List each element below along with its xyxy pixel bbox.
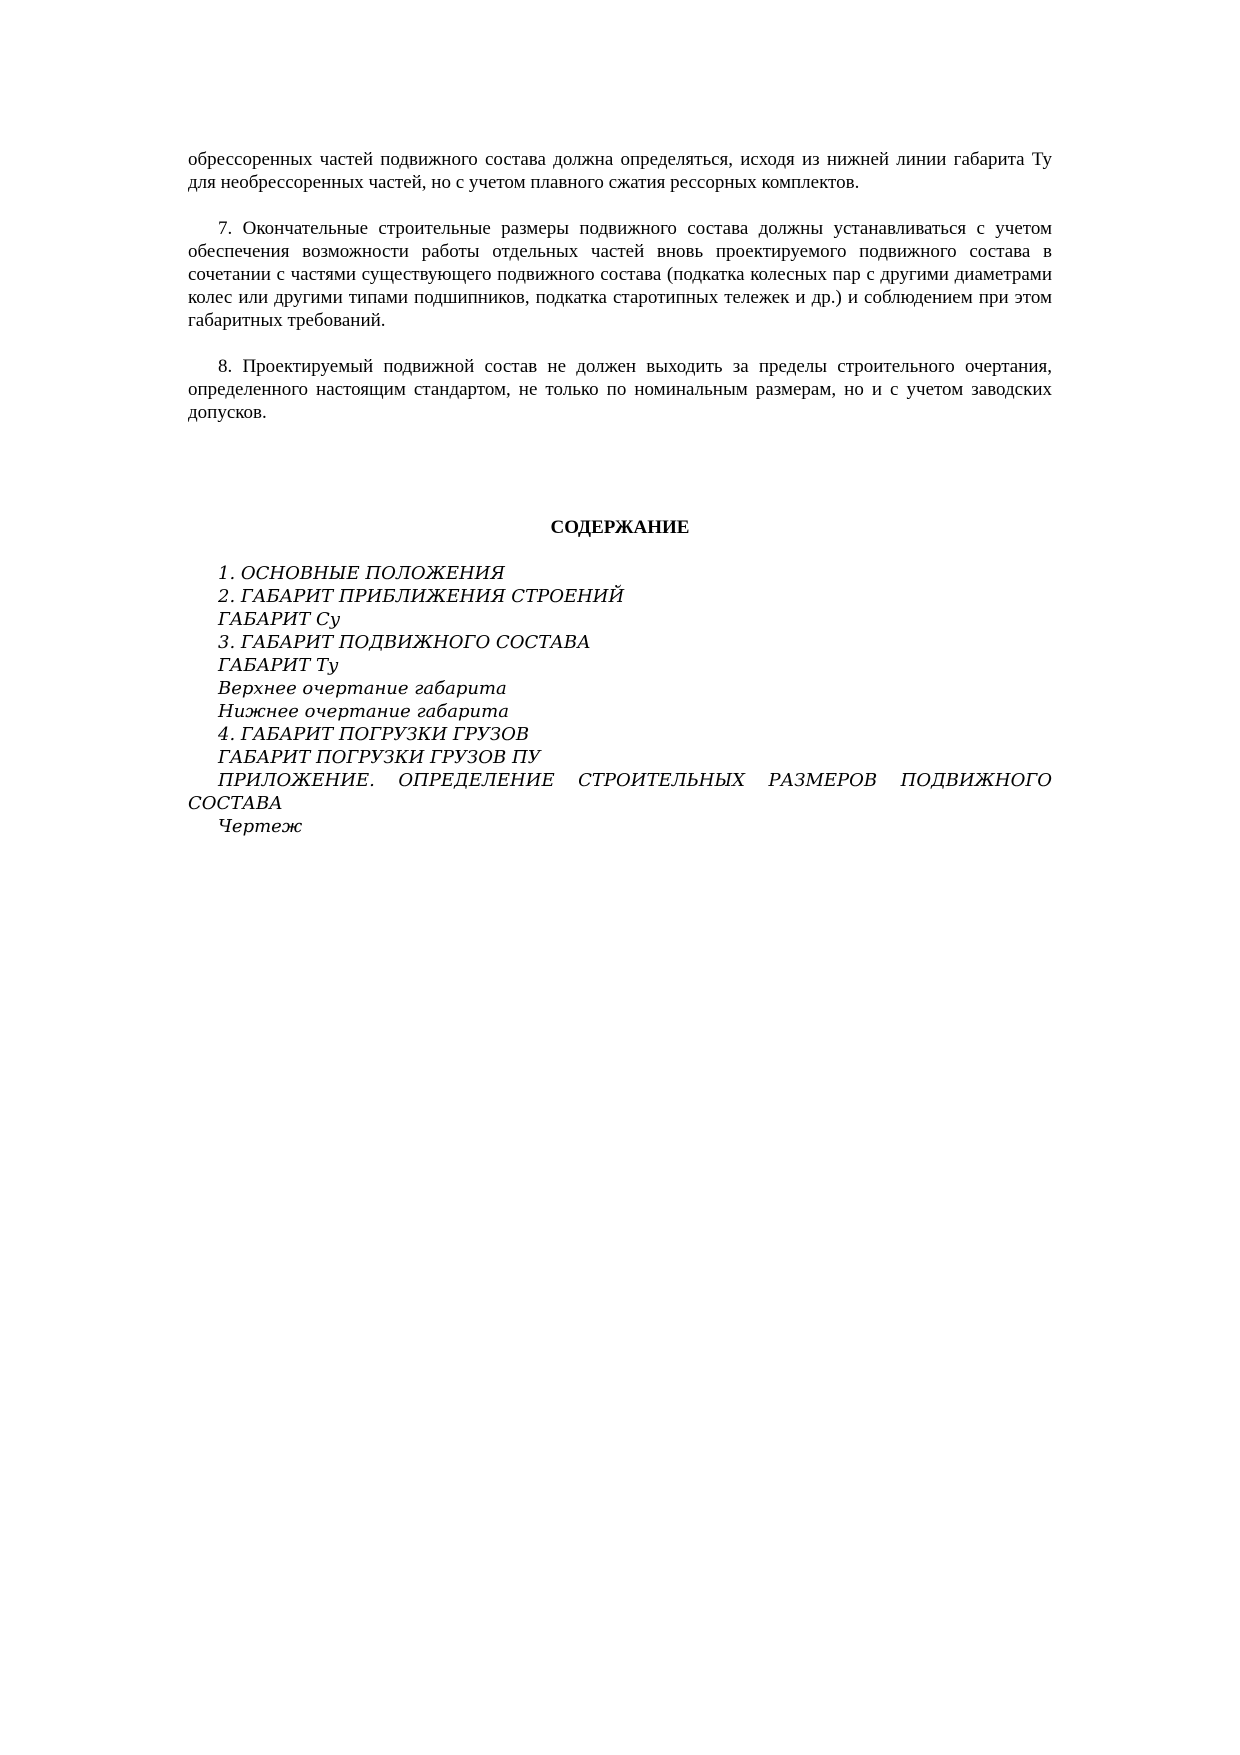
toc-spacer [188,539,1052,562]
body-paragraph-continuation: обрессоренных частей подвижного состава должна определяться, исходя из нижней линии габарита Ту для необрессоренных частей, но с учетом плавного сжатия рессорных комплектов. [188,149,1052,193]
paragraph-spacer [188,332,1052,355]
toc-item[interactable]: ГАБАРИТ Су [218,609,341,630]
toc-item[interactable]: 4. ГАБАРИТ ПОГРУЗКИ ГРУЗОВ [218,724,530,745]
toc-item[interactable]: ПРИЛОЖЕНИЕ. ОПРЕДЕЛЕНИЕ СТРОИТЕЛЬНЫХ РАЗМЕРОВ ПОДВИЖНОГО СОСТАВА [188,770,1052,814]
toc-list [188,562,1052,838]
toc-item[interactable]: Чертеж [218,816,303,837]
body-paragraph-7: 7. Окончательные строительные размеры подвижного состава должны устанавливаться с учетом обеспечения возможности работы отдельных частей вновь проектируемого подвижного состава в сочетании с частями существующего подвижного состава (подкатка колесных пар с другими диаметрами колес или другими типами подшипников, подкатка старотипных тележек и др.) и соблюдением при этом габаритных требований. [188,218,1052,331]
section-spacer [188,424,1052,516]
toc-item[interactable]: 3. ГАБАРИТ ПОДВИЖНОГО СОСТАВА [218,632,591,653]
toc-item[interactable]: Верхнее очертание габарита [218,678,507,699]
toc-item[interactable]: ГАБАРИТ ПОГРУЗКИ ГРУЗОВ ПУ [218,747,541,768]
toc-item[interactable]: 2. ГАБАРИТ ПРИБЛИЖЕНИЯ СТРОЕНИЙ [218,586,625,607]
body-paragraph-8: 8. Проектируемый подвижной состав не должен выходить за пределы строительного очертания, определенного настоящим стандартом, не только по номинальным размерам, но и с учетом заводских допусков. [188,356,1052,423]
paragraph-spacer [188,194,1052,217]
toc-item[interactable]: Нижнее очертание габарита [218,701,509,722]
toc-item[interactable]: 1. ОСНОВНЫЕ ПОЛОЖЕНИЯ [218,563,505,584]
toc-item[interactable]: ГАБАРИТ Ту [218,655,339,676]
document-page [188,148,1052,838]
toc-title: СОДЕРЖАНИЕ [550,517,690,538]
